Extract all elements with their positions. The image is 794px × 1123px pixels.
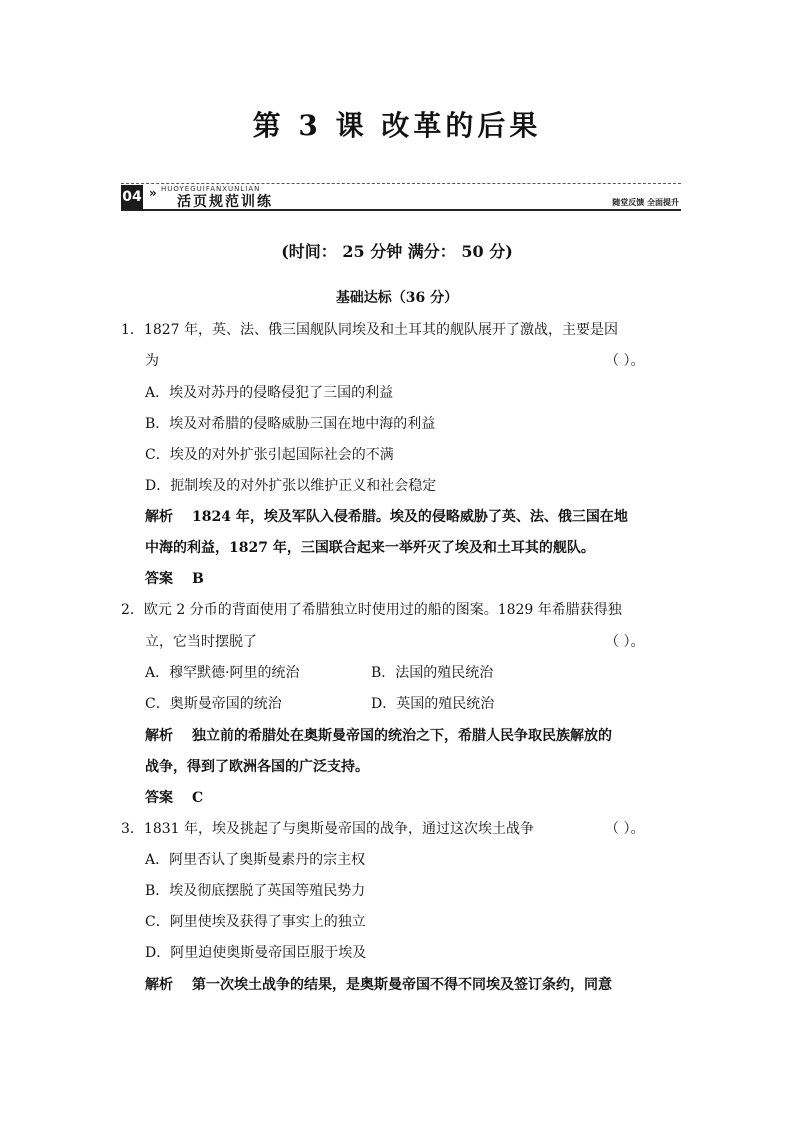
q2-answer-blank: （ ）。: [605, 634, 645, 650]
q3-option-d: D．阿里迫使奥斯曼帝国臣服于埃及: [145, 945, 367, 961]
banner-title: 活页规范训练: [177, 194, 273, 210]
q3-option-a: A．阿里否认了奥斯曼素丹的宗主权: [145, 852, 366, 868]
q3-jiexi-label: 解析: [145, 977, 173, 993]
q2-answer: C: [192, 790, 204, 806]
q2-answer-label: 答案: [145, 790, 173, 806]
q1-answer-blank: （ ）。: [605, 353, 645, 369]
q1-option-d: D．扼制埃及的对外扩张以维护正义和社会稳定: [145, 478, 437, 494]
q1-answer: B: [192, 571, 204, 587]
q1-option-b: B．埃及对希腊的侵略威胁三国在地中海的利益: [145, 416, 436, 432]
q1-option-c: C．埃及的对外扩张引起国际社会的不满: [145, 447, 394, 463]
banner-pinyin: HUOYEGUIFANXUNLIAN: [161, 185, 261, 193]
q2-option-c: C．奥斯曼帝国的统治: [145, 696, 282, 712]
banner-base-rule: [121, 209, 681, 211]
chevron-right-icon: »: [149, 186, 157, 200]
q3-stem-line1: 3．1831 年，埃及挑起了与奥斯曼帝国的战争，通过这次埃土战争: [121, 821, 534, 837]
banner-dashed-rule: [121, 183, 681, 184]
banner-number-badge: 04: [121, 185, 143, 209]
q3-answer-blank: （ ）。: [605, 821, 645, 837]
lesson-title: 第 3 课 改革的后果: [252, 109, 542, 142]
q1-stem-line2: 为: [145, 353, 159, 369]
section-heading: 基础达标（36 分）: [335, 290, 459, 306]
q1-jiexi-label: 解析: [145, 509, 173, 525]
q2-option-a: A．穆罕默德·阿里的统治: [145, 665, 300, 681]
q3-jiexi-line1: 第一次埃土战争的结果，是奥斯曼帝国不得不同埃及签订条约，同意: [192, 977, 612, 993]
q1-jiexi-line2: 中海的利益，1827 年，三国联合起来一举歼灭了埃及和土耳其的舰队。: [145, 540, 595, 556]
q1-answer-label: 答案: [145, 571, 173, 587]
q2-option-b: B．法国的殖民统治: [371, 665, 494, 681]
q3-option-b: B．埃及彻底摆脱了英国等殖民势力: [145, 883, 366, 899]
q1-stem-line1: 1．1827 年，英、法、俄三国舰队同埃及和土耳其的舰队展开了激战，主要是因: [121, 322, 618, 338]
q1-jiexi-line1: 1824 年，埃及军队入侵希腊。埃及的侵略威胁了英、法、俄三国在地: [192, 509, 628, 525]
time-score-line: (时间： 25 分钟 满分： 50 分): [281, 242, 513, 261]
q2-jiexi-line2: 战争，得到了欧洲各国的广泛支持。: [145, 759, 369, 775]
q2-jiexi-line1: 独立前的希腊处在奥斯曼帝国的统治之下，希腊人民争取民族解放的: [192, 728, 612, 744]
q1-option-a: A．埃及对苏丹的侵略侵犯了三国的利益: [145, 385, 394, 401]
section-banner: [121, 181, 681, 211]
q3-option-c: C．阿里使埃及获得了事实上的独立: [145, 914, 366, 930]
q2-stem-line2: 立，它当时摆脱了: [145, 634, 257, 650]
banner-right-text: 随堂反馈 全面提升: [612, 198, 679, 207]
q2-option-d: D．英国的殖民统治: [371, 696, 495, 712]
q2-jiexi-label: 解析: [145, 728, 173, 744]
q2-stem-line1: 2．欧元 2 分币的背面使用了希腊独立时使用过的船的图案。1829 年希腊获得独: [121, 602, 622, 618]
